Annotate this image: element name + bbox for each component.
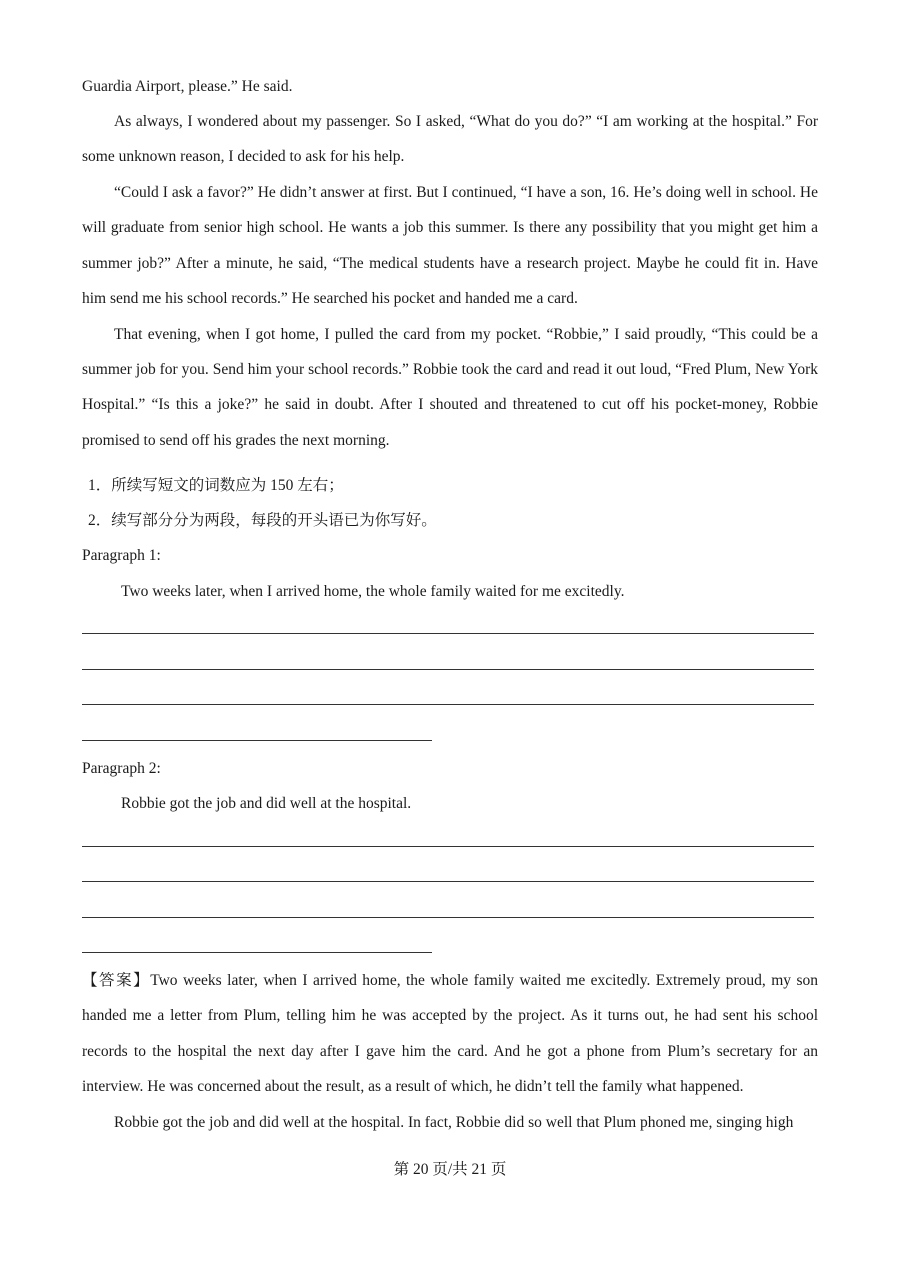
paragraph-1-opening: Two weeks later, when I arrived home, the whole family waited for me excitedly. xyxy=(121,583,625,600)
answer-line-1: 【答案】Two weeks later, when I arrived home, the whole family waited me excitedly. Extremely proud, my son xyxy=(82,972,818,989)
story-line-6: summer job?” After a minute, he said, “The medical students have a research project. Maybe he could fit in. Have xyxy=(82,255,818,272)
writing-line xyxy=(82,704,814,705)
paragraph-2-label: Paragraph 2: xyxy=(82,760,161,777)
answer-line-5: Robbie got the job and did well at the hospital. In fact, Robbie did so well that Plum phoned me, singing high xyxy=(114,1114,794,1131)
answer-line-4: interview. He was concerned about the result, as a result of which, he didn’t tell the family what happened. xyxy=(82,1078,744,1095)
page-number: 第 20 页/共 21 页 xyxy=(393,1161,507,1178)
paragraph-1-label: Paragraph 1: xyxy=(82,547,161,564)
writing-line xyxy=(82,881,814,882)
story-line-7: him send me his school records.” He searched his pocket and handed me a card. xyxy=(82,290,578,307)
story-line-3: some unknown reason, I decided to ask for his help. xyxy=(82,148,405,165)
story-line-10: Hospital.” “Is this a joke?” he said in doubt. After I shouted and threatened to cut off his pocket-money, Robbie xyxy=(82,396,818,413)
writing-line xyxy=(82,740,432,741)
story-line-11: promised to send off his grades the next morning. xyxy=(82,432,390,449)
story-line-2: As always, I wondered about my passenger. So I asked, “What do you do?” “I am working at the hospital.” For xyxy=(114,113,818,130)
writing-line xyxy=(82,917,814,918)
writing-line xyxy=(82,952,432,953)
story-line-9: summer job for you. Send him your school records.” Robbie took the card and read it out loud, “Fred Plum, New York xyxy=(82,361,818,378)
requirement-1: 1．所续写短文的词数应为 150 左右； xyxy=(88,477,344,494)
paragraph-2-opening: Robbie got the job and did well at the hospital. xyxy=(121,795,412,812)
writing-line xyxy=(82,669,814,670)
writing-line xyxy=(82,846,814,847)
story-line-8: That evening, when I got home, I pulled the card from my pocket. “Robbie,” I said proudly, “This could be a xyxy=(114,326,818,343)
writing-line xyxy=(82,633,814,634)
requirement-2: 2．续写部分分为两段，每段的开头语已为你写好。 xyxy=(88,512,437,529)
answer-line-3: records to the hospital the next day after I gave him the card. And he got a phone from Plum’s secretary for an xyxy=(82,1043,818,1060)
story-line-5: will graduate from senior high school. He wants a job this summer. Is there any possibility that you might get him a xyxy=(82,219,818,236)
story-line-1: Guardia Airport, please.” He said. xyxy=(82,78,293,95)
answer-line-2: handed me a letter from Plum, telling him he was accepted by the project. As it turns out, he had sent his school xyxy=(82,1007,818,1024)
story-line-4: “Could I ask a favor?” He didn’t answer at first. But I continued, “I have a son, 16. He’s doing well in school. He xyxy=(114,184,818,201)
